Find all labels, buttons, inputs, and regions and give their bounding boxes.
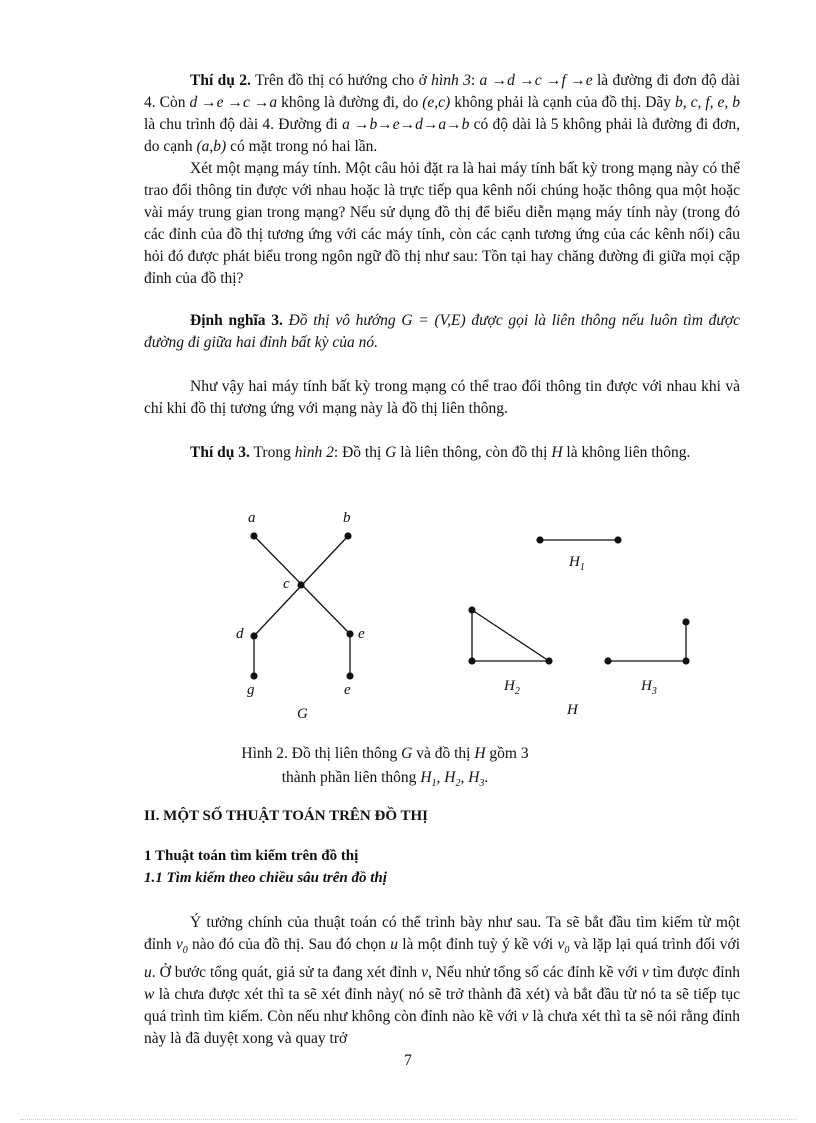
label-graph-H: H (567, 702, 578, 718)
vertex-h3-top (682, 618, 689, 625)
label-H3: $H_3$ (641, 678, 657, 697)
edge-h2-diagonal (472, 610, 549, 661)
label-H1: $H_1$ (569, 554, 585, 573)
vertex-h3-left (604, 657, 611, 664)
label-c: c (283, 576, 290, 592)
network-paragraph: Xét một mạng máy tính. Một câu hỏi đặt ra là hai máy tính bất kỳ trong mạng này có thể trao đổi thông tin được với nhau hoặc là trực tiếp qua kênh nối chúng hoặc thông qua một hoặc vài máy trung gian trong mạng? Nếu sử dụng đồ thị để biểu diễn mạng máy tính này (trong đó các đỉnh của đồ thị tương ứng với các máy tính, còn các cạnh tương ứng của các kênh nối) câu hỏi đó được phát biểu trong ngôn ngữ đồ thị như sau: Tồn tại hay chăng đường đi giữa mọi cặp đỉnh của đồ thị? (144, 160, 740, 287)
vertex-c (297, 581, 304, 588)
label-b: b (343, 510, 351, 526)
example-2-lead: Thí dụ 2. (190, 72, 251, 89)
vertex-b (344, 532, 351, 539)
vertex-d (250, 632, 257, 639)
label-e-upper: e (358, 626, 365, 642)
vertex-e-upper (346, 630, 353, 637)
label-a: a (248, 510, 256, 526)
vertex-a (250, 532, 257, 539)
example-2-paragraph: Thí dụ 2. Trên đồ thị có hướng cho ở hình 3: a →d →c →f →e là đường đi đơn độ dài 4. Còn d →e →c →a không là đường đi, do (e,c) không phải là cạnh của đồ thị. Dãy b, c, f, e, b là chu trình độ dài 4. Đường đi a →b→e→d→a→b có độ dài là 5 không phải là đường đi đơn, do cạnh (a,b) có mặt trong nó hai lần. (144, 72, 741, 155)
consequence-paragraph: Như vậy hai máy tính bất kỳ trong mạng có thể trao đổi thông tin được với nhau khi và chỉ khi đồ thị tương ứng với mạng này là đồ thị liên thông. (144, 378, 740, 417)
vertex-h2-top (468, 606, 475, 613)
vertex-h2-bottom-left (468, 657, 475, 664)
label-H2: $H_2$ (504, 678, 520, 697)
vertex-e-lower (346, 672, 353, 679)
label-graph-G: G (297, 706, 308, 722)
section-heading: II. MỘT SỐ THUẬT TOÁN TRÊN ĐỒ THỊ (144, 808, 428, 824)
vertex-h1-left (536, 536, 543, 543)
subsection-heading: 1 Thuật toán tìm kiếm trên đồ thị (144, 848, 359, 864)
vertex-h3-corner (682, 657, 689, 664)
label-g: g (247, 682, 255, 698)
page-bottom-divider (20, 1119, 796, 1120)
subsubsection-heading: 1.1 Tìm kiếm theo chiều sâu trên đồ thị (144, 870, 387, 886)
vertex-h2-bottom-right (545, 657, 552, 664)
dfs-paragraph: Ý tưởng chính của thuật toán có thể trình bày như sau. Ta sẽ bắt đầu tìm kiếm từ một đỉnh $v_0$ nào đó của đồ thị. Sau đó chọn u là một đỉnh tuỳ ý kề với $v_0$ và lặp lại quá trình đối với u. Ở bước tổng quát, giả sử ta đang xét đỉnh v, Nếu nhử tổng số các đỉnh kề với v tìm được đỉnh w là chưa được xét thì ta sẽ xét đỉnh này( nó sẽ trở thành đã xét) và bắt đầu từ nó ta sẽ tiếp tục quá trình tìm kiếm. Còn nếu như không còn đỉnh nào kề với v là chưa xét thì ta sẽ nói rằng đỉnh này là đã duyệt xong và quay trở (144, 914, 741, 1048)
vertex-h1-right (614, 536, 621, 543)
label-d: d (236, 626, 244, 642)
page-number: 7 (404, 1052, 412, 1069)
figure-2-caption: Hình 2. Đồ thị liên thông G và đồ thị H gồm 3 thành phần liên thông $H_1$, $H_2$, $H_3$. (241, 745, 529, 790)
definition-3: Định nghĩa 3. Đồ thị vô hướng G = (V,E) được gọi là liên thông nếu luôn tìm được đường đi giữa hai đỉnh bất kỳ của nó. (144, 312, 740, 351)
example-3-paragraph: Thí dụ 3. Trong hình 2: Đồ thị G là liên thông, còn đồ thị H là không liên thông. (190, 444, 691, 461)
label-e-lower: e (344, 682, 351, 698)
vertex-g (250, 672, 257, 679)
